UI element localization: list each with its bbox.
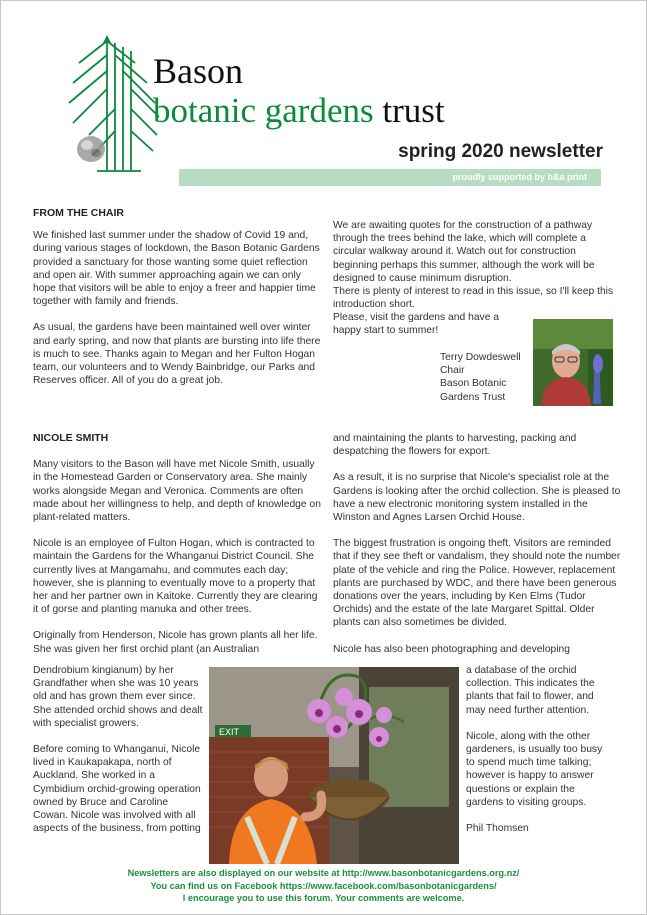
chair-paragraph-2: As usual, the gardens have been maintained well over winter and early spring, and now that plants are bursting into life there is much to see. Thanks again to Megan and her Fulton Hogan team, our volunteers and to Wendy Bainbridge, our Parks and Reserves officer. All of you do a great job. (33, 322, 321, 387)
exit-sign-text: EXIT (219, 727, 240, 737)
chair-portrait-photo (533, 319, 613, 406)
masthead-title-green: botanic gardens (153, 91, 374, 130)
nicole-right-wrap (466, 664, 611, 848)
nicole-paragraph-4: Before coming to Whanganui, Nicole lived in Kaukapakapa, north of Auckland. She worked in a Cymbidium orchid-growing operation owned by Bruce and Caroline Cowan. Nicole was involved with all aspects of the business, from potting (33, 744, 201, 835)
chair-closing: Please, visit the gardens and have a happy start to summer! (333, 312, 500, 337)
footer-facebook-line: You can find us on Facebook https://www.facebook.com/basonbotanicgardens/ (150, 880, 497, 891)
nicole-left-wrap (33, 664, 205, 848)
nicole-paragraph-1: Many visitors to the Bason will have met Nicole Smith, usually in the Homestead Garden or Conservatory area. She mainly works alongside Megan and Veronica. Comments are often made about her willingness to help, and depth of knowledge on plant-related matters. (33, 459, 321, 524)
signature-org-1: Bason Botanic (440, 378, 507, 390)
sponsor-text: proudly supported by h&a print (452, 172, 587, 182)
footer (1, 867, 646, 905)
masthead-title-black: trust (382, 91, 445, 130)
nicole-right-paragraph-5: Nicole, along with the other gardeners, is usually too busy to spend much time talking; however is happy to answer questions or explain the gardens to visiting groups. (466, 730, 603, 808)
nicole-paragraph-2: Nicole is an employee of Fulton Hogan, which is contracted to maintain the Gardens for the Whanganui District Council. She currently lives at Mangamahu, and commutes each day; however, she is planning to eventually move to a property that her and her partner own in Kaitoke. Currently they are clearing it of gorse and planting manuka and other trees. (33, 538, 318, 616)
footer-website-line: Newsletters are also displayed on our website at http://www.basonbotanicgardens.org.nz/ (127, 868, 520, 878)
issue-title: spring 2020 newsletter (398, 141, 603, 162)
article-byline: Phil Thomsen (466, 823, 529, 835)
nicole-right-paragraph-4b: a database of the orchid collection. This indicates the plants that fail to flower, and may need further attention. (466, 665, 595, 716)
footer-encourage-line: I encourage you to use this forum. Your comments are welcome. (182, 893, 465, 903)
chair-paragraph-1: We finished last summer under the shadow of Covid 19 and, during various stages of lockdown, the Bason Botanic Gardens provided a sanctuary for those wanting some quiet reflection and open air. With summer approaching again we can only hope that visitors will be able to enjoy a freer and happier time together with family and friends. (33, 230, 320, 308)
chair-signature (440, 351, 530, 404)
signature-role: Chair (440, 365, 465, 377)
sponsor-band (179, 169, 601, 186)
nicole-right-paragraph-4a: Nicole has also been photographing and developing (333, 643, 571, 655)
masthead-title-line2 (153, 93, 445, 128)
nicole-right-paragraph-1: and maintaining the plants to harvesting, packing and despatching the flowers for export. (333, 433, 577, 458)
nicole-orchid-photo (209, 667, 459, 864)
nicole-right-column (333, 432, 623, 656)
nicole-paragraph-3b: Dendrobium kingianum) by her Grandfather when she was 10 years old and has grown them ever since. She attended orchid shows and dealt with specialist growers. (33, 665, 203, 729)
nicole-right-paragraph-3: The biggest frustration is ongoing theft. Visitors are reminded that if they see theft or vandalism, they should note the number plate of the vehicle and ring the Police. However, replacement plants are purchased by WDC, and there have been generous donations over the years, including by Ken Elms (Tudor Orchids) and the estate of the late Margaret Spittal. Older plants can also sometimes be divided. (333, 538, 621, 629)
chair-right-paragraph-2: There is plenty of interest to read in this issue, so I'll keep this introduction short. (333, 286, 614, 311)
chair-right-paragraph-1: We are awaiting quotes for the construction of a pathway through the trees behind the lake, which will complete a circular walkway around it. Watch out for construction beginning perhaps this summer, although the work will be designed to cause minimum disruption. (333, 220, 595, 284)
masthead-title-line1: Bason (153, 51, 243, 91)
chair-heading: FROM THE CHAIR (33, 207, 124, 219)
nicole-heading: NICOLE SMITH (33, 432, 109, 444)
signature-org-2: Gardens Trust (440, 391, 506, 403)
chair-left-column (33, 207, 321, 400)
nicole-right-paragraph-2: As a result, it is no surprise that Nicole's specialist role at the Gardens is looking after the orchid collection. She is pleased to have a new electronic monitoring system installed in the Winston and Agnes Larsen Orchid House. (333, 472, 621, 524)
nicole-paragraph-3a: Originally from Henderson, Nicole has grown plants all her life. She was given her first orchid plant (an Australian (33, 630, 318, 655)
chair-right-column (333, 219, 621, 311)
signature-name: Terry Dowdeswell (440, 352, 521, 363)
nicole-left-column (33, 432, 323, 656)
